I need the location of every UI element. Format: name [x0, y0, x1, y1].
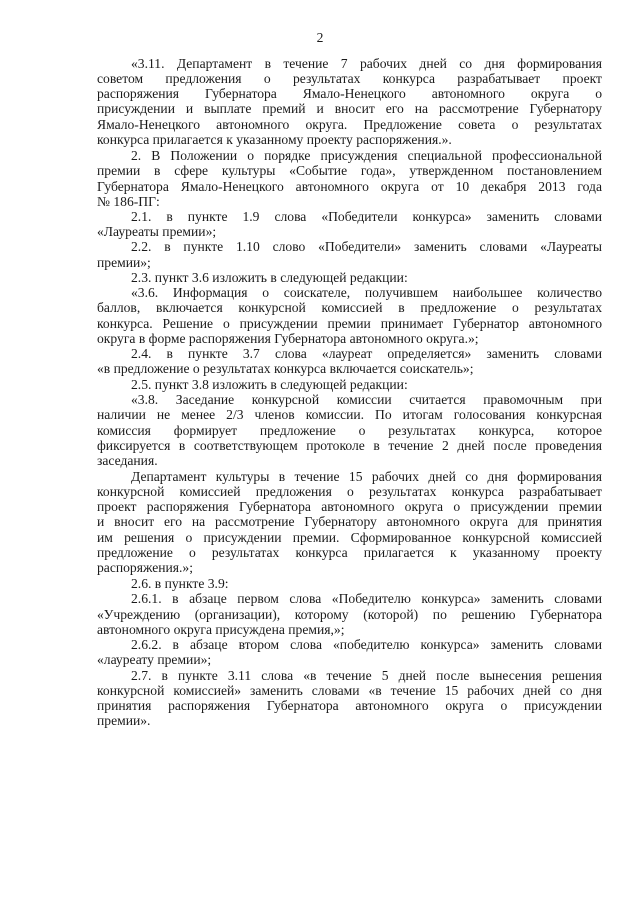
text-line: Департамент культуры в течение 15 рабочих дней со дня формирования	[131, 469, 602, 484]
text-line: конкурсной комиссией» заменить словами «в течение 15 рабочих дней со дня	[97, 683, 602, 698]
text-line: 2.5. пункт 3.8 изложить в следующей редакции:	[131, 377, 408, 392]
text-line: конкурса прилагается к указанному проекту распоряжения.».	[97, 132, 452, 147]
page-number: 2	[316, 30, 324, 45]
text-line: наличии не менее 2/3 членов комиссии. По итогам голосования конкурсная	[97, 407, 602, 422]
text-line: и вносит его на рассмотрение Губернатору автономного округа для принятия	[97, 514, 602, 529]
text-line: округа в форме распоряжения Губернатора автономного округа.»;	[97, 331, 479, 346]
text-line: 2.6.2. в абзаце втором слова «победителю конкурса» заменить словами	[131, 637, 602, 652]
text-line: «лауреату премии»;	[97, 652, 212, 667]
text-line: Губернатора Ямало-Ненецкого автономного округа от 10 декабря 2013 года	[97, 179, 602, 194]
text-line: «3.6. Информация о соискателе, получившем наибольшее количество	[131, 285, 602, 300]
text-line: баллов, включается конкурсной комиссией в предложение о результатах	[97, 300, 602, 315]
text-line: «Учреждению (организации), которому (которой) по решению Губернатора	[97, 607, 602, 622]
text-line: проект распоряжения Губернатора автономного округа о присуждении премии	[97, 499, 602, 514]
text-line: советом предложения о результатах конкурса разрабатывает проект	[97, 71, 602, 86]
text-line: фиксируется в соответствующем протоколе в течение 2 дней после проведения	[97, 438, 602, 453]
text-line: присуждении и выплате премий и вносит его на рассмотрение Губернатору	[97, 101, 602, 116]
text-line: премии в сфере культуры «Событие года», утвержденном постановлением	[97, 163, 602, 178]
text-line: автономного округа присуждена премия,»;	[97, 622, 345, 637]
text-line: «3.11. Департамент в течение 7 рабочих дней со дня формирования	[131, 56, 602, 71]
text-line: предложение о результатах конкурса прилагается к указанному проекту	[97, 545, 602, 560]
text-line: распоряжения.»;	[97, 560, 194, 575]
text-line: премии»;	[97, 255, 151, 270]
text-line: конкурса. Решение о присуждении премии принимает Губернатор автономного	[97, 316, 602, 331]
text-line: «Лауреаты премии»;	[97, 224, 217, 239]
text-line: премии».	[97, 713, 151, 728]
text-line: «в предложение о результатах конкурса включается соискатель»;	[97, 361, 474, 376]
text-line: 2. В Положении о порядке присуждения специальной профессиональной	[131, 148, 602, 163]
text-line: комиссия формирует предложение о результатах конкурса, которое	[97, 423, 602, 438]
text-line: 2.3. пункт 3.6 изложить в следующей редакции:	[131, 270, 408, 285]
text-line: Ямало-Ненецкого автономного округа. Предложение совета о результатах	[97, 117, 602, 132]
text-line: им решения о присуждении премии. Сформированное конкурсной комиссией	[97, 530, 602, 545]
text-line: распоряжения Губернатора Ямало-Ненецкого автономного округа о	[97, 86, 602, 101]
text-line: 2.1. в пункте 1.9 слова «Победители конкурса» заменить словами	[131, 209, 602, 224]
text-line: 2.4. в пункте 3.7 слова «лауреат определяется» заменить словами	[131, 346, 602, 361]
text-line: № 186-ПГ:	[97, 194, 160, 209]
text-line: заседания.	[97, 453, 158, 468]
text-line: 2.6.1. в абзаце первом слова «Победителю конкурса» заменить словами	[131, 591, 602, 606]
text-line: 2.7. в пункте 3.11 слова «в течение 5 дней после вынесения решения	[131, 668, 602, 683]
text-line: 2.2. в пункте 1.10 слово «Победители» заменить словами «Лауреаты	[131, 239, 602, 254]
text-line: 2.6. в пункте 3.9:	[131, 576, 229, 591]
text-line: конкурсной комиссией предложения о результатах конкурса разрабатывает	[97, 484, 602, 499]
text-line: принятия распоряжения Губернатора автономного округа о присуждении	[97, 698, 602, 713]
text-line: «3.8. Заседание конкурсной комиссии считается правомочным при	[131, 392, 602, 407]
